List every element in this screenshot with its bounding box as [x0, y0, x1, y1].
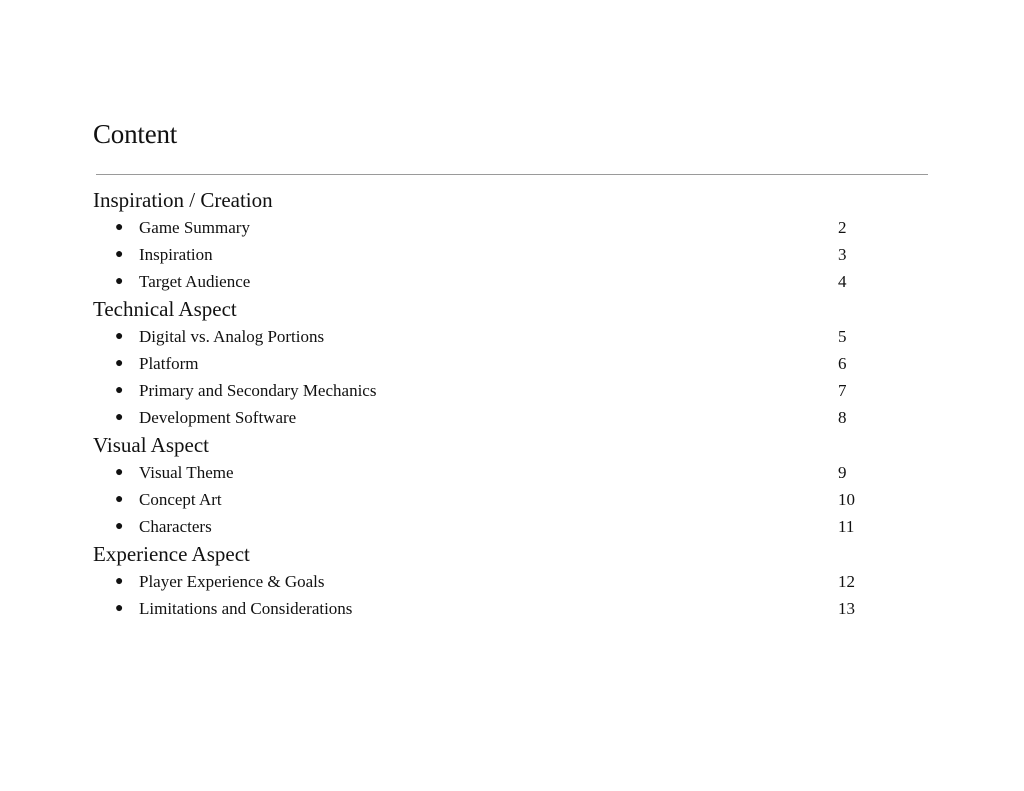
- toc-entry[interactable]: [93, 568, 873, 595]
- toc-entry[interactable]: [93, 268, 873, 295]
- toc-section-heading: Technical Aspect: [93, 297, 237, 321]
- bullet-icon: ●: [115, 329, 124, 344]
- toc-entry[interactable]: [93, 404, 873, 431]
- toc-entry[interactable]: [93, 377, 873, 404]
- bullet-icon: ●: [115, 247, 124, 262]
- toc-entry-page: 9: [838, 463, 847, 482]
- toc-entry-label: Digital vs. Analog Portions: [139, 327, 325, 346]
- toc-entry-page: 10: [838, 490, 855, 509]
- toc-entry-label: Game Summary: [139, 218, 250, 237]
- toc-entry[interactable]: [93, 350, 873, 377]
- bullet-icon: ●: [115, 410, 124, 425]
- table-of-contents: [93, 186, 873, 622]
- bullet-icon: ●: [115, 601, 124, 616]
- toc-entry-label: Visual Theme: [139, 463, 234, 482]
- toc-entry-label: Platform: [139, 354, 199, 373]
- toc-entry-page: 12: [838, 572, 855, 591]
- toc-entry[interactable]: [93, 486, 873, 513]
- toc-section-heading: Inspiration / Creation: [93, 188, 273, 212]
- toc-entry-page: 5: [838, 327, 847, 346]
- toc-section-heading: Visual Aspect: [93, 433, 209, 457]
- bullet-icon: ●: [115, 274, 124, 289]
- toc-entry-label: Characters: [139, 517, 212, 536]
- toc-entry[interactable]: [93, 513, 873, 540]
- toc-entry-page: 7: [838, 381, 847, 400]
- bullet-icon: ●: [115, 383, 124, 398]
- toc-entry-page: 11: [838, 517, 855, 536]
- toc-entry-page: 6: [838, 354, 847, 373]
- toc-entry-label: Development Software: [139, 408, 297, 427]
- toc-entry-label: Inspiration: [139, 245, 213, 264]
- bullet-icon: ●: [115, 574, 124, 589]
- toc-entry-label: Player Experience & Goals: [139, 572, 325, 591]
- page-title: Content: [93, 119, 178, 149]
- toc-entry[interactable]: [93, 214, 873, 241]
- bullet-icon: ●: [115, 465, 124, 480]
- toc-entry[interactable]: [93, 595, 873, 622]
- toc-entry-label: Primary and Secondary Mechanics: [139, 381, 377, 400]
- toc-entry-label: Target Audience: [139, 272, 251, 291]
- toc-entry[interactable]: [93, 459, 873, 486]
- toc-entry-page: 2: [838, 218, 847, 237]
- bullet-icon: ●: [115, 356, 124, 371]
- bullet-icon: ●: [115, 519, 124, 534]
- bullet-icon: ●: [115, 492, 124, 507]
- toc-entry-label: Concept Art: [139, 490, 222, 509]
- toc-entry-page: 8: [838, 408, 847, 427]
- toc-entry-page: 13: [838, 599, 855, 618]
- toc-entry[interactable]: [93, 241, 873, 268]
- toc-entry-page: 3: [838, 245, 847, 264]
- title-divider: [96, 174, 928, 175]
- bullet-icon: ●: [115, 220, 124, 235]
- toc-entry-page: 4: [838, 272, 847, 291]
- toc-section-heading: Experience Aspect: [93, 542, 250, 566]
- toc-entry[interactable]: [93, 323, 873, 350]
- toc-entry-label: Limitations and Considerations: [139, 599, 353, 618]
